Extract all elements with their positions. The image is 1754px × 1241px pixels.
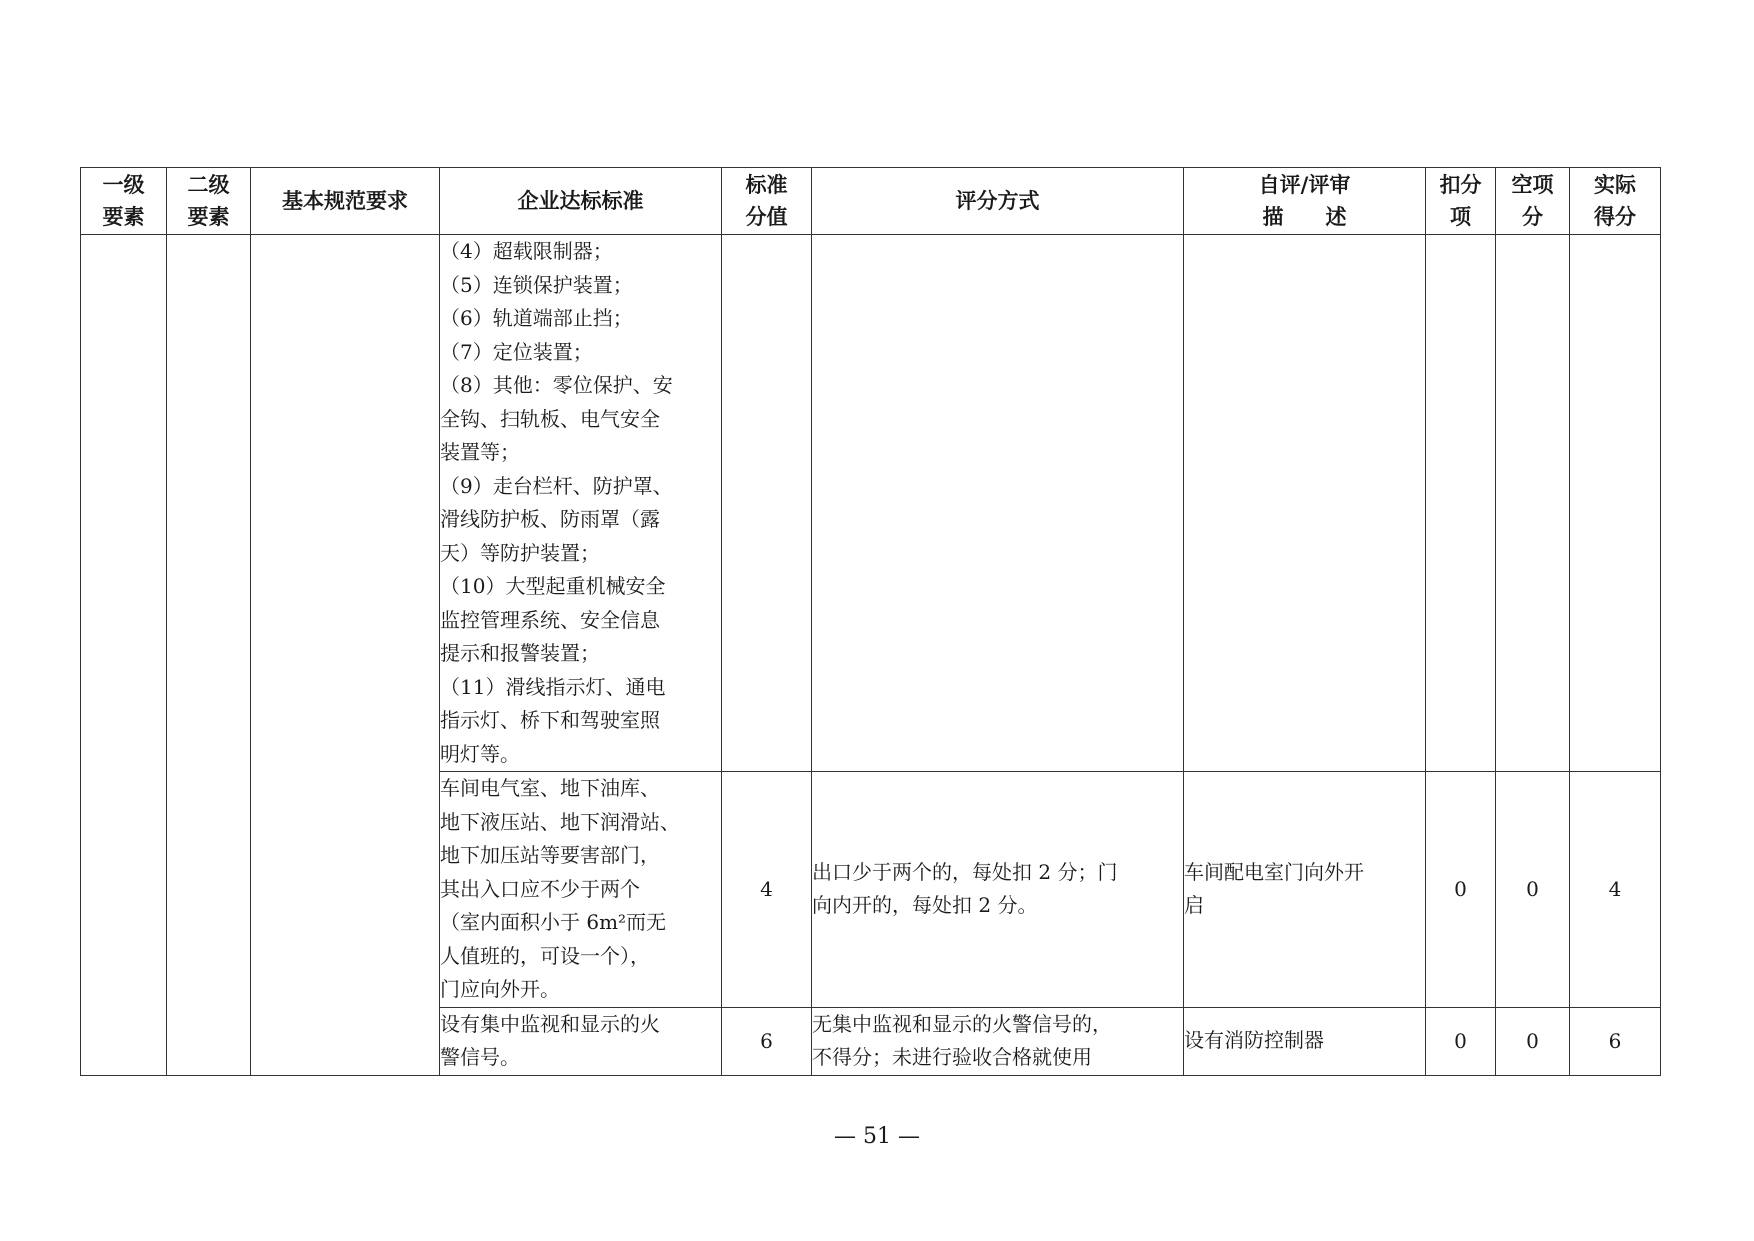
scoring-method-cell: 出口少于两个的，每处扣 2 分；门 向内开的，每处扣 2 分。 — [812, 772, 1184, 1008]
blank-item-cell: 0 — [1496, 1007, 1570, 1075]
enterprise-standard-cell: 车间电气室、地下油库、 地下液压站、地下润滑站、 地下加压站等要害部门， 其出入口应不少于两个 （室内面积小于 6m²而无 人值班的，可设一个）， 门应向外开。 — [440, 772, 722, 1008]
standard-score-cell: 6 — [722, 1007, 812, 1075]
scoring-table — [80, 167, 1661, 1076]
actual-score-cell — [1570, 235, 1661, 772]
standard-score-cell: 4 — [722, 772, 812, 1008]
header-enterprise-standard: 企业达标标准 — [440, 168, 722, 235]
page-number: — 51 — — [834, 1124, 920, 1149]
header-basic-requirements: 基本规范要求 — [251, 168, 440, 235]
header-deduction: 扣分 项 — [1426, 168, 1496, 235]
header-self-evaluation: 自评/评审 描 述 — [1184, 168, 1426, 235]
deduction-cell: 0 — [1426, 772, 1496, 1008]
scoring-method-cell — [812, 235, 1184, 772]
standard-score-cell — [722, 235, 812, 772]
self-evaluation-cell: 车间配电室门向外开 启 — [1184, 772, 1426, 1008]
actual-score-cell: 4 — [1570, 772, 1661, 1008]
scoring-method-cell: 无集中监视和显示的火警信号的， 不得分；未进行验收合格就使用 — [812, 1007, 1184, 1075]
level2-element-cell — [167, 235, 251, 1076]
basic-requirements-cell — [251, 235, 440, 1076]
header-scoring-method: 评分方式 — [812, 168, 1184, 235]
self-evaluation-cell — [1184, 235, 1426, 772]
actual-score-cell: 6 — [1570, 1007, 1661, 1075]
deduction-cell — [1426, 235, 1496, 772]
header-actual-score: 实际 得分 — [1570, 168, 1661, 235]
header-level1-element: 一级 要素 — [81, 168, 167, 235]
blank-item-cell: 0 — [1496, 772, 1570, 1008]
table-row — [81, 235, 1661, 772]
self-evaluation-cell: 设有消防控制器 — [1184, 1007, 1426, 1075]
blank-item-cell — [1496, 235, 1570, 772]
header-blank-item: 空项 分 — [1496, 168, 1570, 235]
header-level2-element: 二级 要素 — [167, 168, 251, 235]
level1-element-cell — [81, 235, 167, 1076]
header-standard-score: 标准 分值 — [722, 168, 812, 235]
header-row — [81, 168, 1661, 235]
deduction-cell: 0 — [1426, 1007, 1496, 1075]
enterprise-standard-cell: （4）超载限制器； （5）连锁保护装置； （6）轨道端部止挡； （7）定位装置； （8）其他：零位保护、安 全钩、扫轨板、电气安全 装置等； （9）走台栏杆、防护罩、 滑线防护板、防雨罩（露 天）等防护装置； （10）大型起重机械安全 监控管理系统、安全信息 提示和报警装置； （11）滑线指示灯、通电 指示灯、桥下和驾驶室照 明灯等。 — [440, 235, 722, 772]
enterprise-standard-cell: 设有集中监视和显示的火 警信号。 — [440, 1007, 722, 1075]
